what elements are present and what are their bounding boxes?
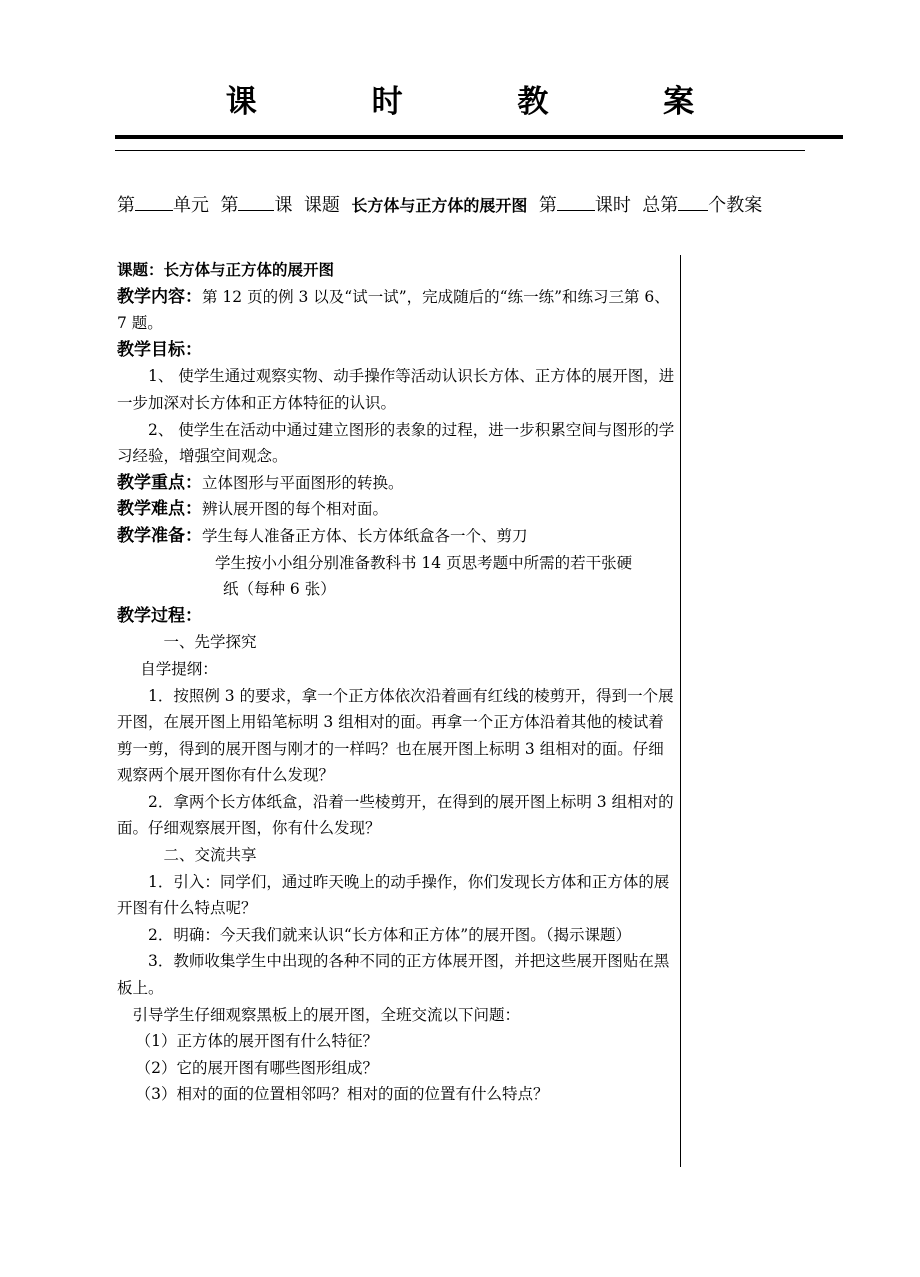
header-total-di: 总第 bbox=[642, 195, 679, 216]
header-di-1: 第 bbox=[117, 195, 135, 216]
header-plan-label: 个教案 bbox=[708, 195, 763, 216]
difficulty-text: 辨认展开图的每个相对面。 bbox=[202, 500, 389, 519]
topic-heading: 课题： bbox=[117, 261, 164, 279]
lesson-body bbox=[117, 257, 677, 1108]
title-rule-thin bbox=[115, 150, 805, 151]
outline-item-2: 2．拿两个长方体纸盒，沿着一些棱剪开，在得到的展开图上标明 3 组相对的面。仔细观察展开图，你有什么发现？ bbox=[117, 792, 674, 838]
prep-heading: 教学准备： bbox=[117, 525, 202, 546]
lesson-header bbox=[117, 192, 762, 219]
difficulty-heading: 教学难点： bbox=[117, 499, 202, 520]
topic-row bbox=[117, 257, 677, 284]
share-item-3: 3．教师收集学生中出现的各种不同的正方体展开图，并把这些展开图贴在黑板上。 bbox=[117, 952, 670, 998]
outline-label: 自学提纲： bbox=[140, 659, 218, 678]
table-right-border bbox=[680, 255, 681, 1167]
plan-blank bbox=[678, 192, 708, 211]
header-topic: 长方体与正方体的展开图 bbox=[351, 196, 528, 215]
prep-text-3: 纸（每种 6 张） bbox=[223, 580, 336, 599]
header-unit-label: 单元 bbox=[173, 195, 209, 216]
prep-row bbox=[117, 523, 677, 550]
difficulty-row bbox=[117, 496, 677, 523]
header-topic-label: 课题 bbox=[303, 195, 340, 216]
section-1-heading: 一、先学探究 bbox=[163, 633, 257, 652]
header-di-3: 第 bbox=[538, 195, 557, 216]
section-2-heading: 二、交流共享 bbox=[163, 846, 257, 865]
key-heading: 教学重点： bbox=[117, 472, 202, 493]
content-text: 第 12 页的例 3 以及“试一试”，完成随后的“练一练”和练习三第 6、7 题。 bbox=[117, 287, 670, 333]
share-item-1: 1．引入：同学们，通过昨天晚上的动手操作，你们发现长方体和正方体的展开图有什么特点呢？ bbox=[117, 872, 670, 918]
goal-1: 1、 使学生通过观察实物、动手操作等活动认识长方体、正方体的展开图，进一步加深对长方体和正方体特征的认识。 bbox=[117, 367, 675, 412]
goals-heading: 教学目标： bbox=[117, 339, 202, 360]
process-heading: 教学过程： bbox=[117, 605, 202, 626]
lesson-blank bbox=[238, 192, 274, 211]
guide-text: 引导学生仔细观察黑板上的展开图，全班交流以下问题： bbox=[132, 1005, 521, 1024]
content-heading: 教学内容： bbox=[117, 286, 202, 307]
unit-blank bbox=[135, 192, 173, 211]
content-row bbox=[117, 284, 677, 337]
goal-2: 2、 使学生在活动中通过建立图形的表象的过程，进一步积累空间与图形的学习经验，增强空间观念。 bbox=[117, 420, 675, 466]
header-di-2: 第 bbox=[220, 195, 239, 216]
outline-item-1: 1．按照例 3 的要求，拿一个正方体依次沿着画有红线的棱剪开，得到一个展开图，在展开图上用铅笔标明 3 组相对的面。再拿一个正方体沿着其他的棱试着剪一剪，得到的展开图与刚才的一样吗？也在展开图上标明 3 组相对的面。仔细观察两个展开图你有什么发现？ bbox=[117, 686, 674, 785]
question-3: （3）相对的面的位置相邻吗？相对的面的位置有什么特点？ bbox=[135, 1085, 549, 1104]
header-period-label: 课时 bbox=[594, 195, 631, 216]
period-blank bbox=[557, 192, 595, 211]
topic-text: 长方体与正方体的展开图 bbox=[163, 261, 335, 279]
question-1: （1）正方体的展开图有什么特征？ bbox=[135, 1032, 378, 1051]
key-row bbox=[117, 470, 677, 497]
share-item-2: 2．明确：今天我们就来认识“长方体和正方体”的展开图。（揭示课题） bbox=[148, 925, 631, 944]
page-title: 课 时 教 案 bbox=[225, 84, 747, 120]
prep-text-1: 学生每人准备正方体、长方体纸盒各一个、剪刀 bbox=[202, 526, 528, 545]
prep-text-2: 学生按小小组分别准备教科书 14 页思考题中所需的若干张硬 bbox=[215, 553, 633, 572]
header-lesson-label: 课 bbox=[274, 195, 293, 216]
key-text: 立体图形与平面图形的转换。 bbox=[202, 473, 404, 492]
question-2: （2）它的展开图有哪些图形组成？ bbox=[135, 1058, 378, 1077]
title-rule-thick bbox=[115, 135, 843, 139]
